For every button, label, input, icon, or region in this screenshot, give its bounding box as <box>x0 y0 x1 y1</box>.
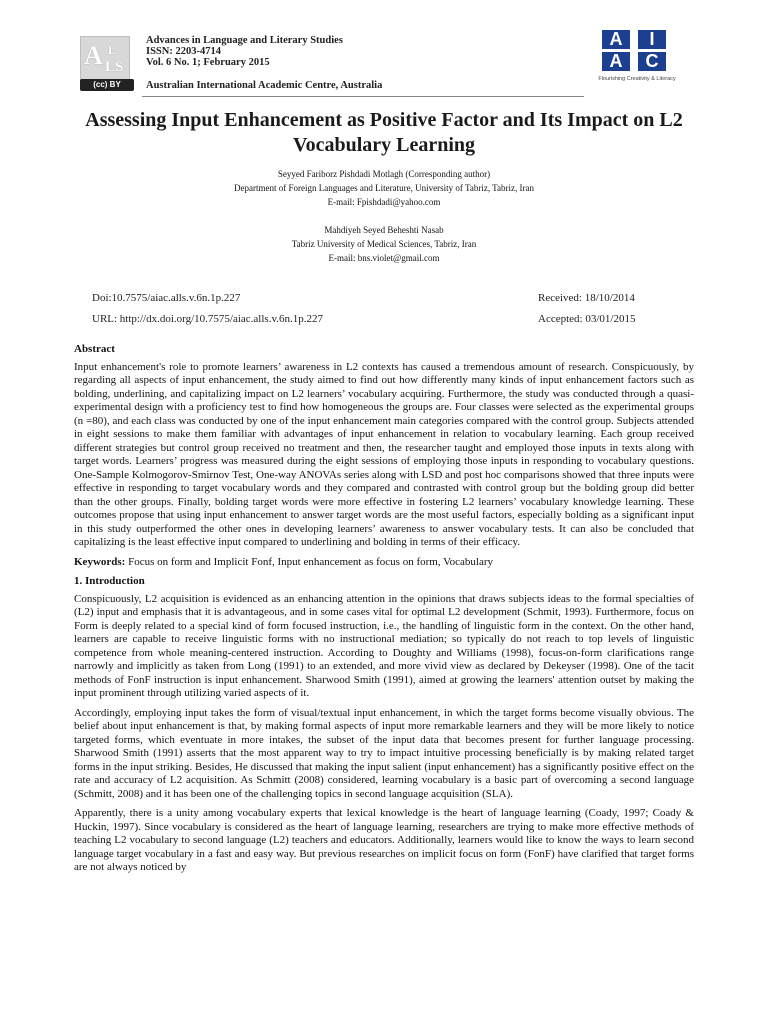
journal-volume: Vol. 6 No. 1; February 2015 <box>146 57 270 68</box>
journal-name: Advances in Language and Literary Studies <box>146 35 343 46</box>
keywords <box>74 556 694 570</box>
body-paragraph: Conspicuously, L2 acquisition is evidenced as an enhancing attention in the opinions that draws subjects ideas to the formal specialties of (L2) input and emphasis that it is advantageous, and in some cases vital for optimal L2 development (Schmit, 1993). Furthermore, focus on Form is deeply related to a special kind of form focused instruction, i.e., the handling of linguistic form in the context. On the other hand, learners are capable to receive linguistic forms with no instructional mediation; so typically do not reach to top levels of linguistic competence from whole meaning-centered instruction. According to Doughty and Williams (1998), focus-on-form clarifications range narrowly and implicitly as taken from Long (1991) to an extended, and more vivid view as declared by Dekeyser (1998). One of the tacit methods of FonF instruction is input enhancement. Sharwood Smith (1991), aimed at growing the learners' attention outset by making the input prominent through utilizing varied aspects of it. <box>74 592 694 699</box>
journal-header <box>80 30 680 90</box>
cc-license-badge[interactable]: (cc) BY <box>80 79 134 91</box>
body-paragraph: Apparently, there is a unity among vocabulary experts that lexical knowledge is the heart of language learning (Coady, 1997; Coady & Huckin, 1997). Since vocabulary is considered as the heart of language learning, researchers are trying to make more effective methods of teaching L2 vocabulary to second language (L2) teachers and educators. Additionally, learners would like to know the ways to learn second language target vocabulary in a fast and easy way. But previous researches on implicit focus on form (FonF) have clarified that target forms are not always noticed by <box>74 807 694 873</box>
paper-body <box>74 343 694 881</box>
aiac-logo <box>598 28 676 82</box>
paper-title: Assessing Input Enhancement as Positive Factor and Its Impact on L2 Vocabulary Learning <box>85 109 683 156</box>
aiac-logo-cell: I <box>638 30 666 49</box>
abstract-text: Input enhancement's role to promote learners’ awareness in L2 contexts has caused a tremendous amount of research. Conspicuously, by regarding all aspects of input enhancement, the study aimed to find out how differently many kinds of input enhancement factors such as bolding, underlining, and capitalizing impact on L2 learners’ vocabulary acquiring. Furthermore, the study was conducted through a quasi-experimental design with a proficiency test to find how homogeneous the groups are. Four classes were selected as the experimental groups (n =80), and each class was conducted by one of the input enhancement main categories compared with the control group. Subjects attended in eight sessions to make them familiar with advantages of input enhancement in relation to vocabulary learning. Each group received different strategies but control group received no treatment and then, the researcher taught and employed those inputs in texts along with target words. Learners’ progress was measured during the eight sessions of employing those inputs in responding to vocabulary questions. One-Sample Kolmogorov-Smirnov Test, One-way ANOVAs series along with LSD and post hoc comparisons showed that three inputs were effective in responding to target vocabulary words and they compared and contrasted with control group but the bolding group did better than the other groups. Finally, bolding target words were more effective in fostering L2 learners’ vocabulary knowledge learning. These outcomes propose that using input enhancement to answer target words are the most useful factors, especially bolding as a significant input in this study outperformed the other ones in developing learners’ awareness to answer vocabulary tests. It can also be concluded that capitalizing is the least effective input compared to underlining and bolding in terms of their efficacy. <box>74 360 694 548</box>
keywords-text: Focus on form and Implicit Fonf, Input enhancement as focus on form, Vocabulary <box>128 555 494 568</box>
doi-url[interactable]: URL: http://dx.doi.org/10.7575/aiac.alls.v.6n.1p.227 <box>92 313 323 325</box>
journal-issn: ISSN: 2203-4714 <box>146 46 221 57</box>
alls-logo-letters-ls: LS <box>105 59 124 75</box>
author-email[interactable]: E-mail: Fpishdadi@yahoo.com <box>327 197 441 207</box>
author-block <box>60 167 708 265</box>
received-date: Received: 18/10/2014 <box>538 292 635 304</box>
author-affiliation: Department of Foreign Languages and Literature, University of Tabriz, Tabriz, Iran <box>233 183 535 193</box>
aiac-tagline: Flourishing Creativity & Literacy <box>598 76 676 82</box>
journal-info <box>146 35 343 68</box>
author-name: Mahdiyeh Seyed Beheshti Nasab <box>324 225 444 235</box>
author-email[interactable]: E-mail: bns.violet@gmail.com <box>328 253 440 263</box>
alls-logo-letter-a: A <box>84 41 103 70</box>
header-divider <box>142 96 584 97</box>
publisher-name: Australian International Academic Centre, Australia <box>146 80 383 91</box>
keywords-label: Keywords: <box>74 555 126 568</box>
accepted-date: Accepted: 03/01/2015 <box>538 313 636 325</box>
author-affiliation: Tabriz University of Medical Sciences, Tabriz, Iran <box>291 239 477 249</box>
alls-logo-letter-l: L <box>108 43 117 57</box>
author-name: Seyyed Fariborz Pishdadi Motlagh (Corresponding author) <box>277 169 491 179</box>
aiac-logo-cell: A <box>602 30 630 49</box>
introduction-heading: 1. Introduction <box>74 575 145 587</box>
doi[interactable]: Doi:10.7575/aiac.alls.v.6n.1p.227 <box>92 292 241 304</box>
abstract-heading: Abstract <box>74 343 115 355</box>
body-paragraph: Accordingly, employing input takes the form of visual/textual input enhancement, in which the target forms become visually obvious. The belief about input enhancement is that, by making formal aspects of input more remarkable learners and they will be more likely to notice targeted forms, which eventuate in more intakes, the subset of the input data that becomes present for further language processing. Sharwood Smith (1991) asserts that the most apparent way to try to impact intuitive processing beneficially is by making related target forms in the input striking. Besides, He discussed that making the input salient (input enhancement) has a significantly positive effect on the rate and accuracy of L2 acquisition. As Schmitt (2008) considered, learning vocabulary is a basic part of overcoming a second language (Schmitt, 2008) and it has been one of the challenging topics in second language acquisition (SLA). <box>74 706 694 800</box>
aiac-logo-cell: C <box>638 52 666 71</box>
aiac-logo-cell: A <box>602 52 630 71</box>
